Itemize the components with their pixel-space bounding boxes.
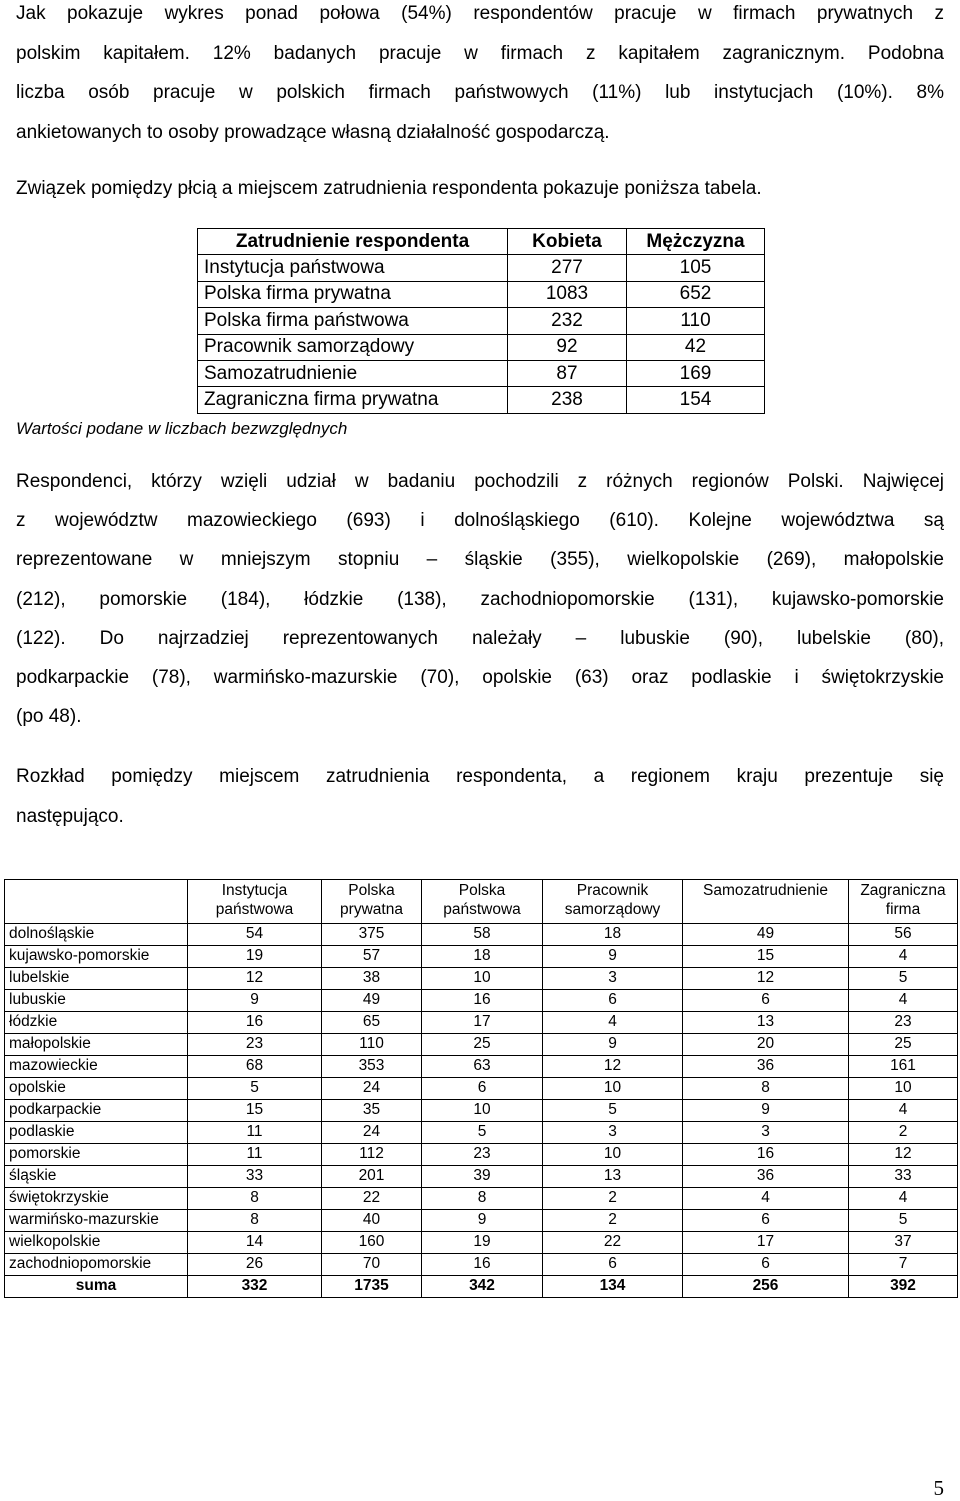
table-row — [5, 1034, 958, 1056]
regions-line: (po 48). — [16, 706, 82, 728]
distribution-line: Rozkład pomiędzy miejscem zatrudnienia respondenta, a regionem kraju prezentuje się — [16, 766, 944, 787]
table-cell: 49 — [683, 924, 849, 946]
table-cell: 10 — [543, 1144, 683, 1166]
table-cell: Samozatrudnienie — [198, 360, 508, 386]
table-row — [5, 968, 958, 990]
intro-line: polskim kapitałem. 12% badanych pracuje w firmach z kapitałem zagranicznym. Podobna — [16, 42, 944, 64]
table-cell: 238 — [508, 387, 627, 413]
regions-line: z województw mazowieckiego (693) i dolnośląskiego (610). Kolejne województwa są — [16, 510, 944, 532]
table-cell: 9 — [683, 1100, 849, 1122]
table-cell: 1083 — [508, 281, 627, 307]
table-row — [5, 1144, 958, 1166]
table-cell: 19 — [422, 1232, 543, 1254]
table-cell: 5 — [543, 1100, 683, 1122]
table-cell: małopolskie — [5, 1034, 188, 1056]
table-cell: 110 — [627, 308, 765, 334]
table-cell: 87 — [508, 360, 627, 386]
table-cell: 92 — [508, 334, 627, 360]
table-row — [198, 387, 765, 413]
table-cell: 11 — [188, 1144, 322, 1166]
column-header: Instytucja państwowa — [188, 880, 322, 924]
table-cell: 58 — [422, 924, 543, 946]
table-cell: 24 — [322, 1078, 422, 1100]
table-cell: 23 — [188, 1034, 322, 1056]
table-cell: 4 — [849, 1188, 958, 1210]
table-cell: 353 — [322, 1056, 422, 1078]
regions-line: podkarpackie (78), warmińsko-mazurskie (70), opolskie (63) oraz podlaskie i świętokrzyskie — [16, 667, 944, 689]
table-row — [5, 1056, 958, 1078]
table-cell: 375 — [322, 924, 422, 946]
table-cell: 1735 — [322, 1276, 422, 1298]
table-cell: 392 — [849, 1276, 958, 1298]
table-cell: 6 — [683, 1254, 849, 1276]
table-cell: 4 — [849, 1100, 958, 1122]
table-cell: 10 — [543, 1078, 683, 1100]
table-cell: 6 — [543, 990, 683, 1012]
distribution-paragraph — [16, 757, 944, 836]
table-cell: 65 — [322, 1012, 422, 1034]
table-cell: 10 — [849, 1078, 958, 1100]
sum-row — [5, 1276, 958, 1298]
table-cell: 652 — [627, 281, 765, 307]
table-cell: 10 — [422, 1100, 543, 1122]
table-cell: 18 — [543, 924, 683, 946]
table-cell: 10 — [422, 968, 543, 990]
table-row — [5, 924, 958, 946]
table-cell: 15 — [683, 946, 849, 968]
table-cell: 16 — [188, 1012, 322, 1034]
table-cell: 40 — [322, 1210, 422, 1232]
table-cell: podlaskie — [5, 1122, 188, 1144]
table-cell: 2 — [543, 1188, 683, 1210]
table-cell: 12 — [543, 1056, 683, 1078]
intro-paragraph — [16, 0, 944, 153]
intro-line: ankietowanych to osoby prowadzące własną działalność gospodarczą. — [16, 122, 610, 144]
intro-line: Jak pokazuje wykres ponad połowa (54%) respondentów pracuje w firmach prywatnych z — [16, 3, 944, 24]
table-cell: 169 — [627, 360, 765, 386]
page-number: 5 — [933, 1476, 944, 1500]
table-cell: 134 — [543, 1276, 683, 1298]
table-cell: 6 — [683, 1210, 849, 1232]
table-cell: 3 — [543, 968, 683, 990]
table-row — [5, 1100, 958, 1122]
column-header: Mężczyzna — [627, 229, 765, 255]
table-cell: mazowieckie — [5, 1056, 188, 1078]
table-cell: 16 — [683, 1144, 849, 1166]
table-cell: 37 — [849, 1232, 958, 1254]
table-cell: 8 — [188, 1188, 322, 1210]
gender-table-note: Wartości podane w liczbach bezwzględnych — [16, 419, 348, 438]
table-cell: 12 — [683, 968, 849, 990]
table-cell: 12 — [849, 1144, 958, 1166]
table-cell: wielkopolskie — [5, 1232, 188, 1254]
gender-table-intro: Związek pomiędzy płcią a miejscem zatrudnienia respondenta pokazuje poniższa tabela. — [16, 178, 762, 199]
table-cell: 3 — [683, 1122, 849, 1144]
column-header: Pracownik samorządowy — [543, 880, 683, 924]
table-cell: łódzkie — [5, 1012, 188, 1034]
table-cell: Zagraniczna firma prywatna — [198, 387, 508, 413]
table-cell: 2 — [849, 1122, 958, 1144]
table-cell: 20 — [683, 1034, 849, 1056]
table-cell: 8 — [422, 1188, 543, 1210]
table-cell: dolnośląskie — [5, 924, 188, 946]
table-cell: 23 — [422, 1144, 543, 1166]
table-cell: 25 — [849, 1034, 958, 1056]
regions-line: Respondenci, którzy wzięli udział w badaniu pochodzili z różnych regionów Polski. Najwięcej — [16, 471, 944, 492]
table-cell: 22 — [543, 1232, 683, 1254]
distribution-line: następująco. — [16, 805, 124, 827]
table-row — [5, 1188, 958, 1210]
table-cell: 16 — [422, 990, 543, 1012]
table-row — [198, 281, 765, 307]
table-cell: 5 — [849, 968, 958, 990]
table-cell: 19 — [188, 946, 322, 968]
gender-employment-table — [197, 228, 765, 414]
table-cell: 49 — [322, 990, 422, 1012]
table-cell: 332 — [188, 1276, 322, 1298]
table-cell: 6 — [422, 1078, 543, 1100]
table-cell: 68 — [188, 1056, 322, 1078]
column-header: Zagraniczna firma — [849, 880, 958, 924]
table-cell: Polska firma prywatna — [198, 281, 508, 307]
column-header — [5, 880, 188, 924]
table-cell: 25 — [422, 1034, 543, 1056]
region-employment-table — [4, 879, 958, 1298]
table-cell: 13 — [683, 1012, 849, 1034]
table-cell: lubelskie — [5, 968, 188, 990]
table-cell: 33 — [188, 1166, 322, 1188]
table-cell: 105 — [627, 255, 765, 281]
table-cell: 17 — [683, 1232, 849, 1254]
table-cell: 232 — [508, 308, 627, 334]
table-cell: 35 — [322, 1100, 422, 1122]
table-cell: 15 — [188, 1100, 322, 1122]
table-cell: zachodniopomorskie — [5, 1254, 188, 1276]
table-cell: 22 — [322, 1188, 422, 1210]
table-row — [5, 1122, 958, 1144]
table-cell: 5 — [422, 1122, 543, 1144]
table-cell: 277 — [508, 255, 627, 281]
table-cell: 18 — [422, 946, 543, 968]
table-cell: 17 — [422, 1012, 543, 1034]
table-cell: 9 — [422, 1210, 543, 1232]
table-cell: 57 — [322, 946, 422, 968]
table-cell: 2 — [543, 1210, 683, 1232]
table-cell: 12 — [188, 968, 322, 990]
column-header: Kobieta — [508, 229, 627, 255]
table-cell: 14 — [188, 1232, 322, 1254]
table-cell: 256 — [683, 1276, 849, 1298]
table-cell: 4 — [849, 946, 958, 968]
table-cell: 4 — [683, 1188, 849, 1210]
regions-paragraph — [16, 462, 944, 736]
table-row — [5, 1166, 958, 1188]
table-cell: 56 — [849, 924, 958, 946]
table-cell: 3 — [543, 1122, 683, 1144]
table-header-row — [5, 880, 958, 924]
table-cell: Instytucja państwowa — [198, 255, 508, 281]
table-cell: 6 — [683, 990, 849, 1012]
table-row — [198, 308, 765, 334]
table-cell: śląskie — [5, 1166, 188, 1188]
table-cell: 5 — [188, 1078, 322, 1100]
table-row — [5, 1232, 958, 1254]
table-cell: 42 — [627, 334, 765, 360]
table-cell: podkarpackie — [5, 1100, 188, 1122]
table-cell: 54 — [188, 924, 322, 946]
table-cell: 23 — [849, 1012, 958, 1034]
table-row — [198, 360, 765, 386]
table-cell: 24 — [322, 1122, 422, 1144]
table-cell: 38 — [322, 968, 422, 990]
table-cell: opolskie — [5, 1078, 188, 1100]
table-row — [5, 946, 958, 968]
table-cell: 9 — [188, 990, 322, 1012]
table-cell: 9 — [543, 946, 683, 968]
table-cell: kujawsko-pomorskie — [5, 946, 188, 968]
table-row — [5, 1078, 958, 1100]
table-row — [198, 255, 765, 281]
table-cell: 6 — [543, 1254, 683, 1276]
regions-line: reprezentowane w mniejszym stopniu – śląskie (355), wielkopolskie (269), małopolskie — [16, 549, 944, 571]
table-cell: 26 — [188, 1254, 322, 1276]
table-cell: 110 — [322, 1034, 422, 1056]
regions-line: (122). Do najrzadziej reprezentowanych należały – lubuskie (90), lubelskie (80), — [16, 627, 944, 649]
table-cell: 201 — [322, 1166, 422, 1188]
table-cell: 8 — [188, 1210, 322, 1232]
table-cell: warmińsko-mazurskie — [5, 1210, 188, 1232]
table-cell: 70 — [322, 1254, 422, 1276]
table-row — [5, 1012, 958, 1034]
table-cell: 4 — [543, 1012, 683, 1034]
table-cell: 33 — [849, 1166, 958, 1188]
column-header: Samozatrudnienie — [683, 880, 849, 924]
table-cell: 5 — [849, 1210, 958, 1232]
table-cell: 7 — [849, 1254, 958, 1276]
table-cell: pomorskie — [5, 1144, 188, 1166]
table-cell: 154 — [627, 387, 765, 413]
regions-line: (212), pomorskie (184), łódzkie (138), zachodniopomorskie (131), kujawsko-pomorskie — [16, 588, 944, 610]
table-cell: 9 — [543, 1034, 683, 1056]
column-header: Polska państwowa — [422, 880, 543, 924]
table-cell: 342 — [422, 1276, 543, 1298]
region-table-body — [5, 924, 958, 1298]
table-cell: 8 — [683, 1078, 849, 1100]
table-cell: lubuskie — [5, 990, 188, 1012]
table-header-row — [198, 229, 765, 255]
table-cell: suma — [5, 1276, 188, 1298]
table-row — [5, 1210, 958, 1232]
table-cell: 36 — [683, 1056, 849, 1078]
table-cell: 160 — [322, 1232, 422, 1254]
table-cell: Polska firma państwowa — [198, 308, 508, 334]
table-cell: 16 — [422, 1254, 543, 1276]
table-cell: 161 — [849, 1056, 958, 1078]
intro-line: liczba osób pracuje w polskich firmach państwowych (11%) lub instytucjach (10%). 8% — [16, 82, 944, 104]
column-header: Zatrudnienie respondenta — [198, 229, 508, 255]
column-header: Polska prywatna — [322, 880, 422, 924]
table-cell: 11 — [188, 1122, 322, 1144]
table-cell: 39 — [422, 1166, 543, 1188]
table-cell: 13 — [543, 1166, 683, 1188]
table-cell: 112 — [322, 1144, 422, 1166]
table-cell: Pracownik samorządowy — [198, 334, 508, 360]
table-row — [5, 990, 958, 1012]
table-cell: 36 — [683, 1166, 849, 1188]
table-cell: 4 — [849, 990, 958, 1012]
table-cell: 63 — [422, 1056, 543, 1078]
table-row — [5, 1254, 958, 1276]
table-cell: świętokrzyskie — [5, 1188, 188, 1210]
table-row — [198, 334, 765, 360]
